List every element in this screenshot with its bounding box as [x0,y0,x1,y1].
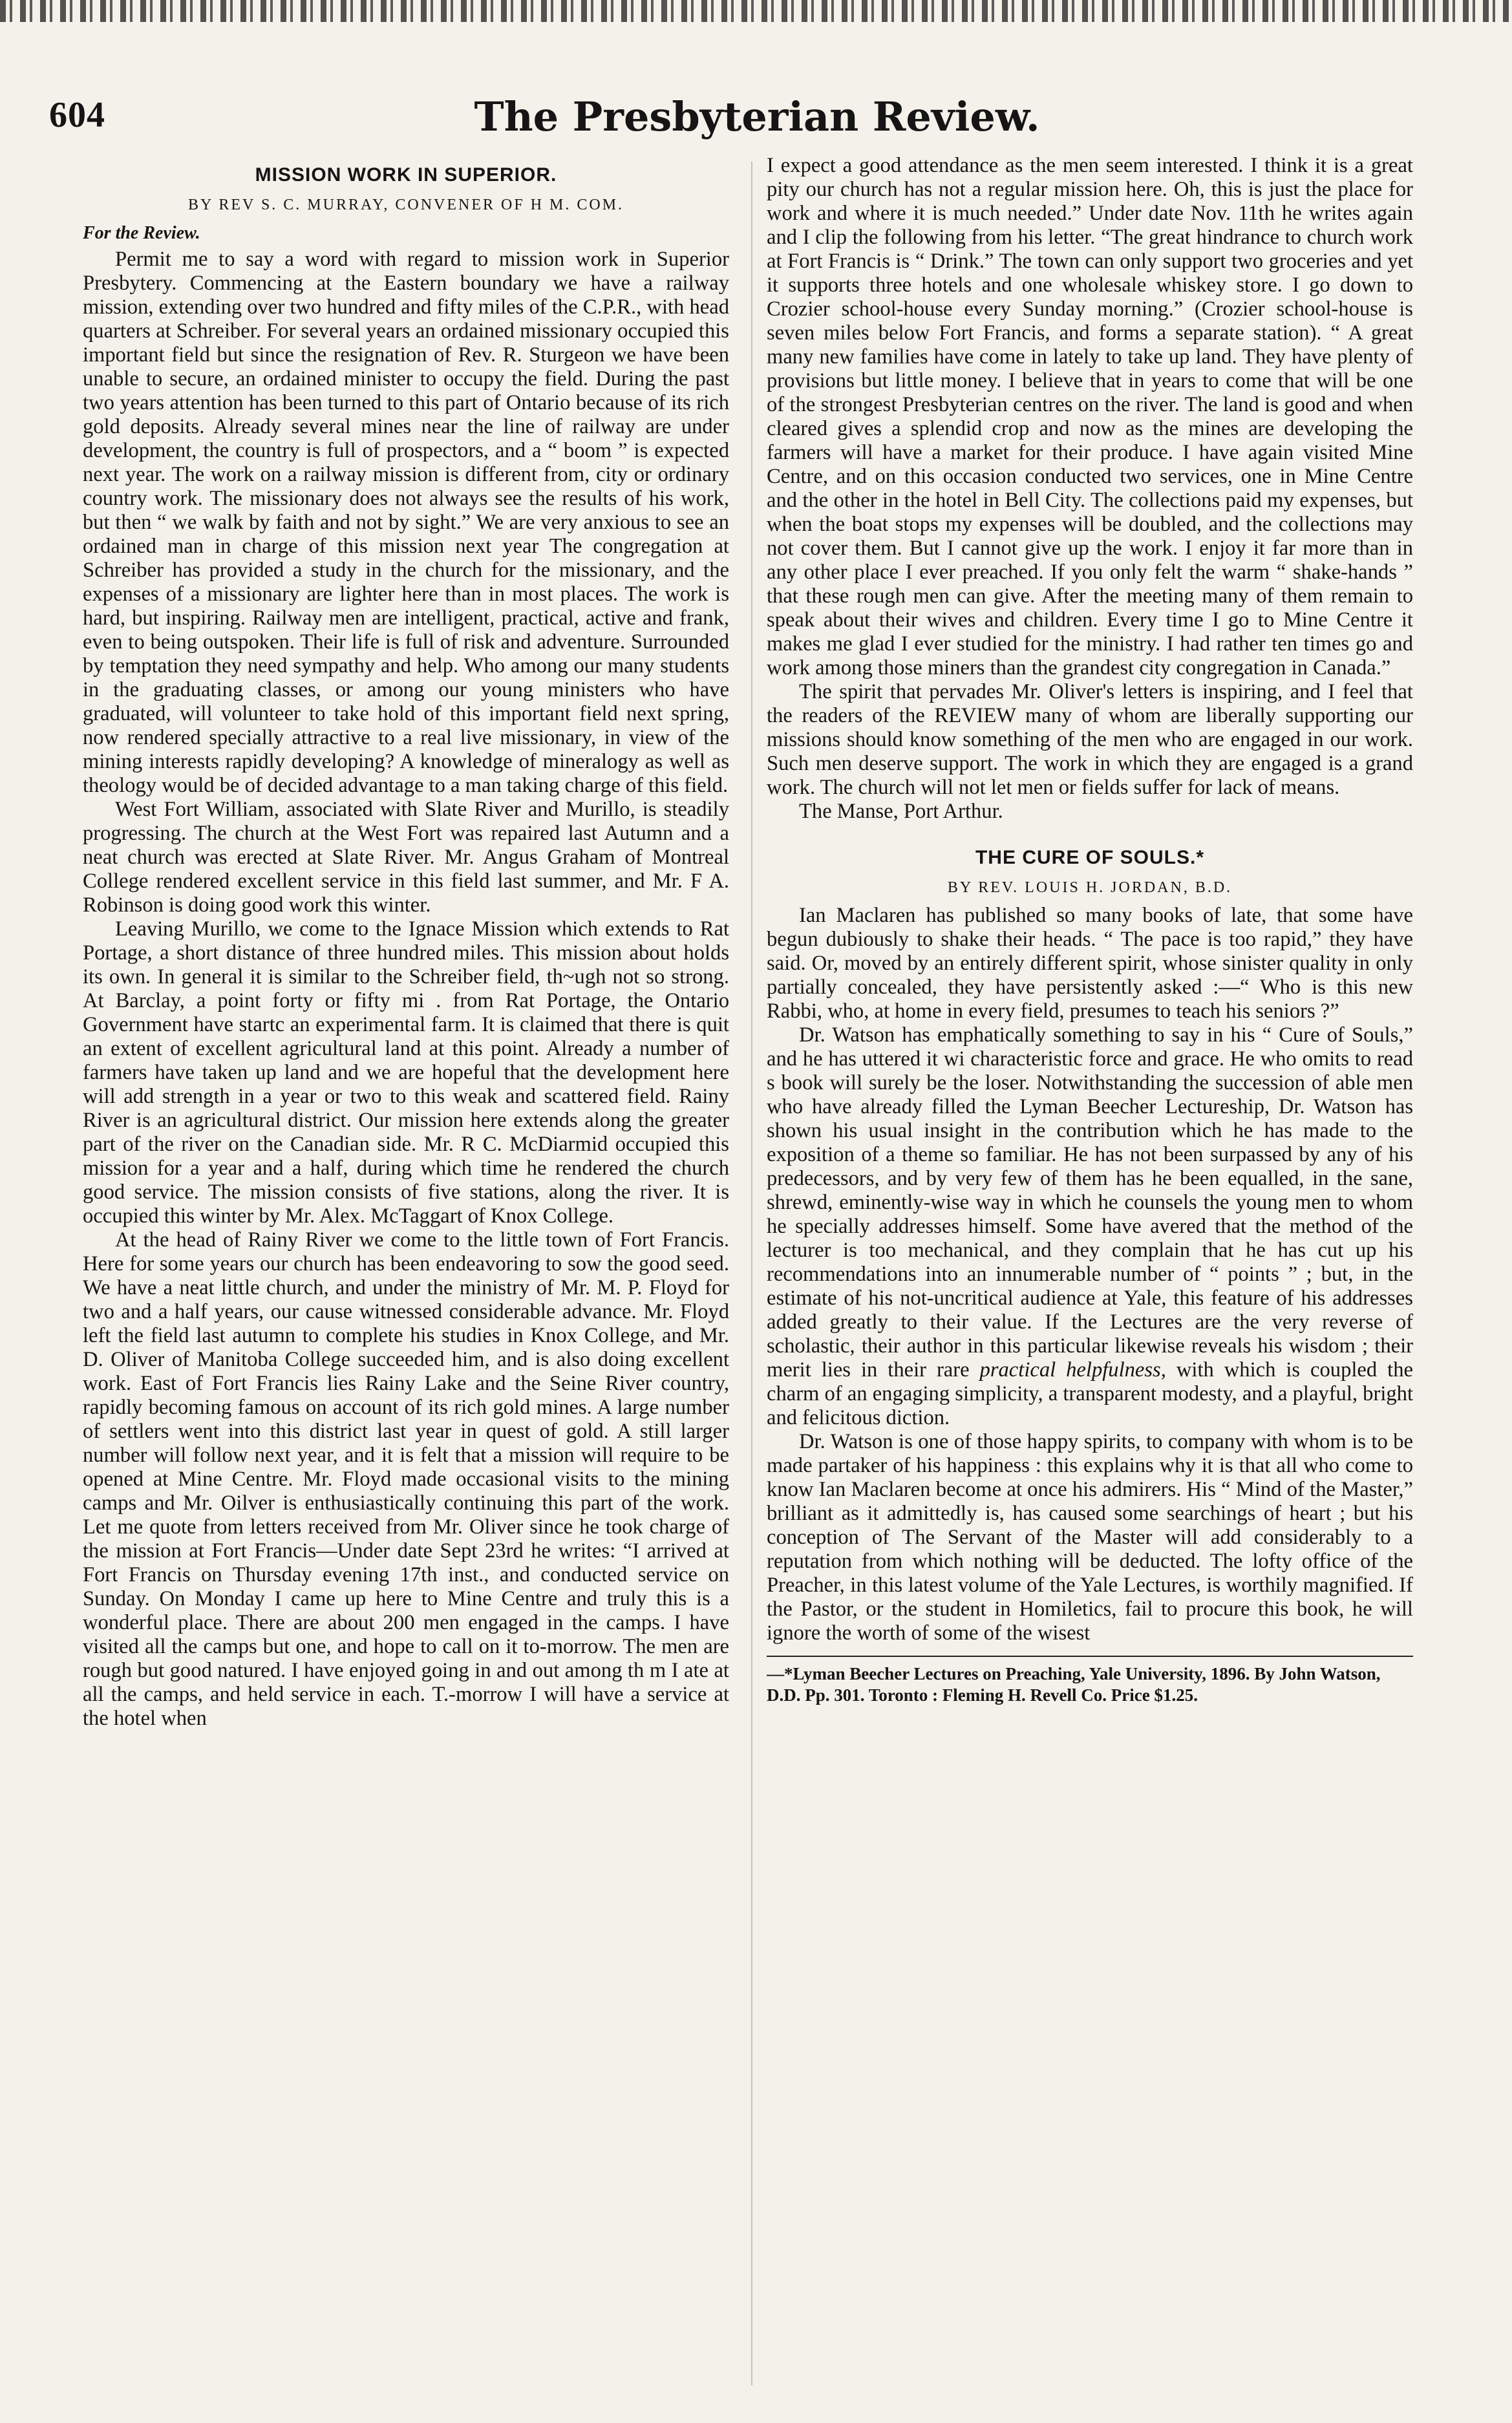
paragraph: Dr. Watson is one of those happy spirits, to company with whom is to be made partaker of his happiness : this explains why it is that all who come to know Ian Maclaren become at once his admirers. His “ Mind of the Master,” brilliant as it admittedly is, has caused some searchings of heart ; but his conception of The Servant of the Master will add considerably to a reputation from which nothing will be deducted. The lofty office of the Preacher, in this latest volume of the Yale Lectures, is worthily magnified. If the Pastor, or the student in Homiletics, fail to procure this book, he will ignore the worth of some of the wisest [767,1430,1413,1645]
scan-edge-noise [0,0,1512,22]
footnote: —*Lyman Beecher Lectures on Preaching, Yale University, 1896. By John Watson, D.D. Pp. 301. Toronto : Fleming H. Revell Co. Price $1.25. [767,1664,1381,1705]
journal-title: The Presbyterian Review. [474,93,1040,140]
paragraph: The spirit that pervades Mr. Oliver's letters is inspiring, and I feel that the readers of the REVIEW many of whom are liberally supporting our missions should know something of the men who are engaged in our work. Such men deserve support. The work in which they are engaged is a grand work. The church will not let men or fields suffer for lack of means. [767,680,1413,799]
paragraph-text: with which is coupled the charm of an engaging simplicity, a transparent modesty, and a playful, bright and felicitous diction. [767,1358,1413,1429]
paragraph: Permit me to say a word with regard to mission work in Superior Presbytery. Commencing at the Eastern boundary we have a railway mission, extending over two hundred and fifty miles of the C.P.R., with head quarters at Schreiber. For several years an ordained missionary occupied this important field but since the resignation of Rev. R. Sturgeon we have been unable to secure, an ordained minister to occupy the field. During the past two years attention has been turned to this part of Ontario because of its rich gold deposits. Already several mines near the line of railway are under development, the country is full of prospectors, and a “ boom ” is expected next year. The work on a railway mission is different from, city or ordinary country work. The missionary does not always see the results of his work, but then “ we walk by faith and not by sight.” We are very anxious to see an ordained man in charge of this mission next year The congregation at Schreiber has provided a study in the church for the missionary, and the expenses of a missionary are lighter here than in most places. The work is hard, but inspiring. Railway men are intelligent, practical, active and frank, even to being outspoken. Their life is full of risk and adventure. Surrounded by temptation they need sympathy and help. Who among our many students in the graduating classes, or among our young ministers who have graduated, will volunteer to take hold of this important field next spring, now rendered specially attractive to a real live missionary, in view of the mining interests rapidly developing? A knowledge of mineralogy as well as theology would be of decided advantage to a man taking charge of this field. [83,248,729,797]
paragraph-text: Dr. Watson has emphatically something to say in his “ Cure of Souls,” and he has uttered it wi characteristic force and grace. He who omits to read s book will surely be the loser. Notwithstanding the succession of able men who have already filled the Lyman Beecher Lectureship, Dr. Watson has shown his usual insight in the contribution which he has made to the exposition of a theme so familiar. He has not been surpassed by any of his predecessors, and by very few of them has he been equalled, in the sane, shrewd, eminently-wise way in which he counsels the young men to whom he specially addresses himself. Some have avered that the method of the lecturer is too mechanical, and they complain that he has cut up his recommendations into an innumerable number of “ points ” ; but, in the estimate of his not-uncritical audience at Yale, this feature of his addresses added greatly to their value. If the Lectures are the very reverse of scholastic, their author in this particular likewise reveals his wisdom ; their merit lies in their rare [767,1023,1413,1382]
paragraph: I expect a good attendance as the men seem interested. I think it is a great pity our church has not a regular mission here. Oh, this is just the place for work and where it is much needed.” Under date Nov. 11th he writes again and I clip the following from his letter. “The great hindrance to church work at Fort Francis is “ Drink.” The town can only support two groceries and yet it supports three hotels and one wholesale whiskey store. I go down to Crozier school-house every Sunday morning.” (Crozier school-house is seven miles below Fort Francis, and forms a separate station). “ A great many new families have come in lately to take up land. They have plenty of provisions but little money. I believe that in years to come that will be one of the strongest Presbyterian centres on the river. The land is good and when cleared gives a splendid crop and now as the mines are developing the farmers will have a market for their produce. I have again visited Mine Centre, and on this occasion conducted two services, one in Mine Centre and the other in the hotel in Bell City. The collections paid my expenses, but when the boat stops my expenses will be doubled, and the collections may not cover them. But I cannot give up the work. I enjoy it far more than in any other place I ever preached. If you only felt the warm “ shake-hands ” that these rough men can give. After the meeting many of them remain to speak about their wives and children. Every time I go to Mine Centre it makes me glad I ever studied for the ministry. I had rather ten times go and work among those miners than the grandest city congregation in Canada.” [767,154,1413,679]
paragraph: Leaving Murillo, we come to the Ignace Mission which extends to Rat Portage, a short distance of three hundred miles. This mission about holds its own. In general it is similar to the Schreiber field, th~ugh not so strong. At Barclay, a point forty or fifty mi . from Rat Portage, the Ontario Government have startc an experimental farm. It is claimed that there is quit an extent of excellent agricultural land at this point. Already a number of farmers have taken up land and we are hopeful that the development here will add strength in a year or two to this weak and scattered field. Rainy River is an agricultural district. Our mission here extends along the greater part of the river on the Canadian side. Mr. R C. McDiarmid occupied this mission for a year and a half, during which time he rendered the church good service. The mission consists of five stations, along the river. It is occupied this winter by Mr. Alex. McTaggart of Knox College. [83,917,729,1228]
paragraph: West Fort William, associated with Slate River and Murillo, is steadily progressing. The church at the West Fort was repaired last Autumn and a neat church was erected at Slate River. Mr. Angus Graham of Montreal College rendered excellent service in this field last summer, and Mr. F A. Robinson is doing good work this winter. [83,798,729,917]
paragraph: Ian Maclaren has published so many books of late, that some have begun dubiously to shake their heads. “ The pace is too rapid,” they have said. Or, moved by an entirely different spirit, whose sinister quality in only partially concealed, they have persistently asked :—“ Who is this new Rabbi, who, at home in every field, presumes to teach his seniors ?” [767,904,1413,1023]
emphasis-text: practical helpfulness, [979,1358,1166,1382]
column-divider [751,162,752,2386]
paragraph [767,1023,1413,1430]
paragraph: At the head of Rainy River we come to the little town of Fort Francis. Here for some years our church has been endeavoring to sow the good seed. We have a neat little church, and under the ministry of Mr. M. P. Floyd for two and a half years, our cause witnessed considerable advance. Mr. Floyd left the field last autumn to complete his studies in Knox College, and Mr. D. Oliver of Manitoba College succeeded him, and is also doing excellent work. East of Fort Francis lies Rainy Lake and the Seine River country, rapidly becoming famous on account of its rich gold mines. A large number of settlers went into this district last year in quest of gold. A still larger number will follow next year, and it is felt that a mission will require to be opened at Mine Centre. Mr. Floyd made occasional visits to the mining camps and Mr. Oilver is enthusiastically continuing this part of the work. Let me quote from letters received from Mr. Oliver since he took charge of the mission at Fort Francis—Under date Sept 23rd he writes: “I arrived at Fort Francis on Thursday evening 17th inst., and conducted service on Sunday. On Monday I came up here to Mine Centre and truly this is a wonderful place. There are about 200 men engaged in the camps. I have visited all the camps but one, and hope to call on it to-morrow. The men are rough but good natured. I have enjoyed going in and out among th m I ate at all the camps, and held service in each. T.-morrow I will have a service at the hotel when [83,1228,729,1730]
page-header [49,91,1465,142]
for-the-review-label: For the Review. [83,223,200,243]
left-column [83,154,729,2397]
article-byline-murray: BY REV S. C. MURRAY, CONVENER OF H M. COM. [187,197,624,213]
page-number: 604 [49,95,105,135]
article-title-cure-of-souls: THE CURE OF SOULS.* [975,847,1205,868]
article-title-mission-work: MISSION WORK IN SUPERIOR. [255,164,557,186]
right-column [767,154,1413,2397]
signature-place: The Manse, Port Arthur. [799,800,1003,823]
footnote-rule [767,1656,1413,1657]
article-byline-jordan: BY REV. LOUIS H. JORDAN, B.D. [947,879,1233,896]
